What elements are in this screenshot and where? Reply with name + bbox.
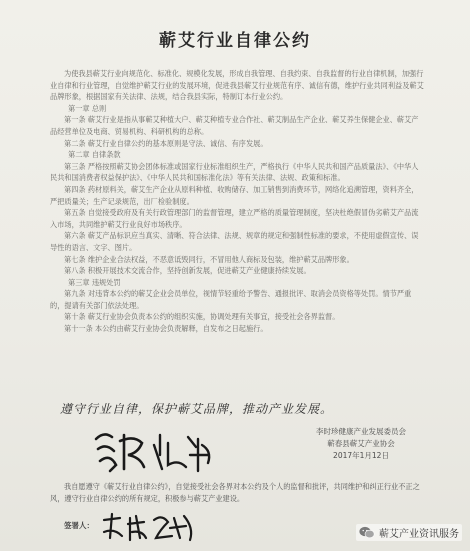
issuer-org-2: 蕲春县蕲艾产业协会 bbox=[327, 439, 395, 448]
paragraph: 第十一条 本公约由蕲艾行业协会负责解释，自发布之日起施行。 bbox=[64, 324, 268, 334]
paragraph: 第四条 药材原料关，蕲艾生产企业从原料种植、收购储存、加工销售到消费环节，网络化追溯管理，资料齐全，严把质量关；生产记录规范，出厂检验制度。 bbox=[50, 184, 419, 206]
pledge-text: 我自愿遵守《蕲艾行业自律公约》，自觉接受社会各界对本公约及个人的监督和批评，共同维护和纠正行业不正之风，遵守行业自律公约的所有规定，积极参与蕲艾产业建设。 bbox=[50, 482, 420, 503]
paragraph: 第九条 对违背本公约的蕲艾企业会员单位，视情节轻重给予警告、通报批评、取消会员资格等处罚。情节严重的，提请有关部门依法处理。 bbox=[50, 289, 412, 310]
signer-label: 签署人： bbox=[64, 521, 94, 530]
handwritten-slogan: 遵守行业自律，保护蕲艾品牌，推动产业发展。 bbox=[60, 402, 334, 416]
document-body bbox=[50, 68, 424, 335]
handwritten-signature bbox=[90, 425, 220, 477]
paragraph: 第一条 蕲艾行业是指从事蕲艾种植大户、蕲艾种植专业合作社、蕲艾制品生产企业、蕲艾养生保健企业、蕲艾产品经营单位及电商、贸易机构、科研机构的总称。 bbox=[50, 115, 419, 136]
section-heading: 第三章 违规处罚 bbox=[68, 277, 121, 287]
paragraph: 第三条 严格按照蕲艾协会团体标准或国家行业标准组织生产，严格执行《中华人民共和国产品质量法》、《中华人民共和国消费者权益保护法》、《中华人民共和国标准化法》等有关法律、法规、政策和标准。 bbox=[50, 161, 419, 183]
document-title: 蕲艾行业自律公约 bbox=[159, 31, 311, 51]
section-heading: 第二章 自律条款 bbox=[68, 150, 121, 160]
issue-date: 2017年1月12日 bbox=[333, 451, 389, 460]
issuer-org-1: 李时珍健康产业发展委员会 bbox=[316, 427, 406, 436]
signer-signature bbox=[100, 510, 200, 544]
watermark bbox=[356, 524, 462, 541]
pledge-section bbox=[50, 481, 424, 504]
issuer-block bbox=[316, 426, 406, 462]
wechat-icon bbox=[359, 526, 375, 539]
paragraph: 第六条 蕲艾产品标识应当真实、清晰、符合法律、法规、规章的规定和强制性标准的要求，不使用虚假宣传、误导性的语言、文字、图片。 bbox=[50, 231, 419, 252]
watermark-text: 蕲艾产业资讯服务 bbox=[379, 529, 459, 540]
paragraph: 第七条 维护企业合法权益，不恶意诋毁同行，不冒用他人商标及包装，维护蕲艾品牌形象。 bbox=[64, 254, 354, 264]
paragraph: 第十条 蕲艾行业协会负责本公约的组织实施，协调处理有关事宜，接受社会各界监督。 bbox=[64, 312, 340, 322]
paragraph: 第八条 积极开展技术交流合作，坚持创新发展，促进蕲艾产业健康持续发展。 bbox=[64, 266, 311, 276]
section-heading: 第一章 总则 bbox=[68, 103, 107, 113]
paragraph: 第二条 蕲艾行业自律公约的基本原则是守法、诚信、有序发展。 bbox=[64, 138, 268, 148]
paragraph: 第五条 自觉接受政府及有关行政管理部门的监督管理，建立严格的质量管理制度，坚决杜绝假冒伪劣蕲艾产品流入市场，共同维护蕲艾行业良好市场秩序。 bbox=[50, 208, 419, 229]
paragraph: 为使我县蕲艾行业向规范化、标准化、规模化发展，形成自我管理、自我约束、自我监督的行业自律机制，加强行业自律和行业管理，自觉维护蕲艾行业的发展环境，促进我县蕲艾行业规范有序、诚信有德，维护行业共同利益及蕲艾品牌形象，根据国家有关法律、法规，结合我县实际，特制订本行业公约。 bbox=[50, 69, 424, 102]
